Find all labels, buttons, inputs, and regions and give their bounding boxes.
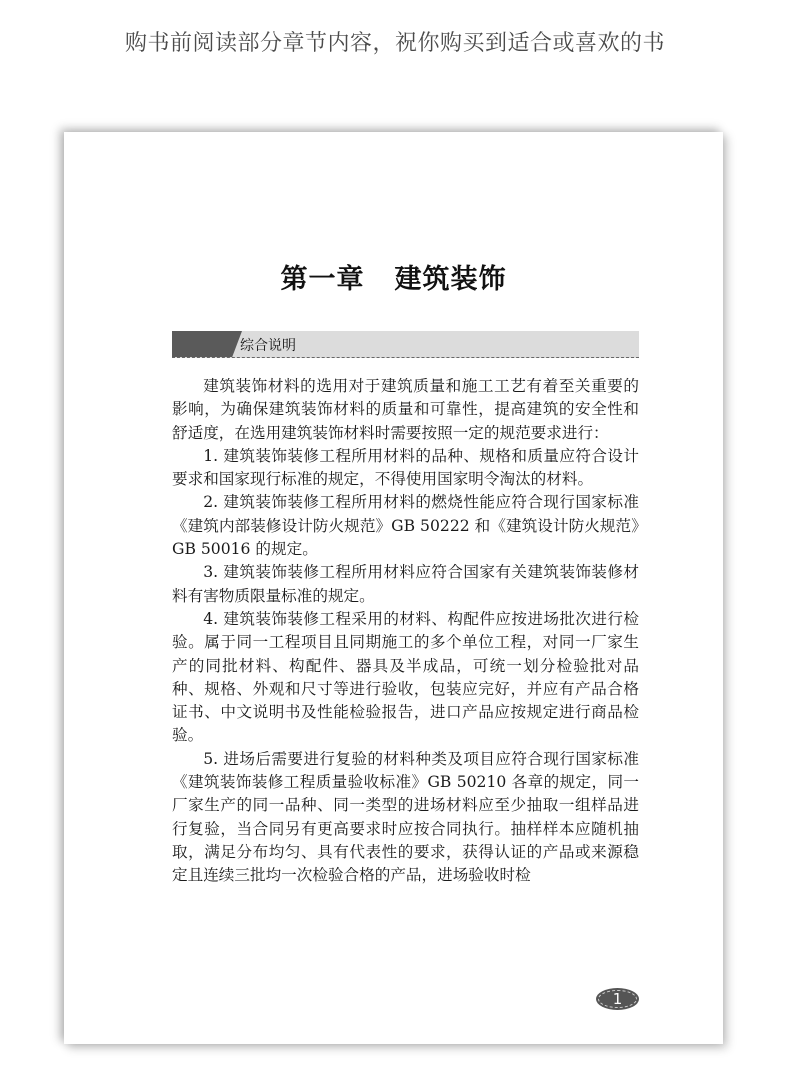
chapter-title <box>64 257 723 296</box>
book-page <box>64 132 723 1044</box>
paragraph-item-3: 3. 建筑装饰装修工程所用材料应符合国家有关建筑装饰装修材料有害物质限量标准的规定。 <box>172 563 639 605</box>
page-number: 1 <box>612 990 623 1008</box>
paragraph-item-5: 5. 进场后需要进行复验的材料种类及项目应符合现行国家标准《建筑装饰装修工程质量验收标准》GB 50210 各章的规定，同一厂家生产的同一品种、同一类型的进场材料应至少抽取一组样品进行复验，当合同另有更高要求时应按合同执行。抽样样本应随机抽取，满足分布均匀、具有代表性的要求，获得认证的产品或来源稳定且连续三批均一次检验合格的产品，进场验收时检 <box>172 749 639 885</box>
section-header-tab <box>172 331 242 357</box>
paragraph-item-4: 4. 建筑装饰装修工程采用的材料、构配件应按进场批次进行检验。属于同一工程项目且同期施工的多个单位工程，对同一厂家生产的同批材料、构配件、器具及半成品，可统一划分检验批对品种、规格、外观和尺寸等进行验收，包装应完好，并应有产品合格证书、中文说明书及性能检验报告，进口产品应按规定进行商品检验。 <box>172 609 639 745</box>
page-number-badge <box>596 988 639 1010</box>
chapter-number: 第一章 <box>280 264 365 295</box>
chapter-name: 建筑装饰 <box>394 264 507 295</box>
section-label: 综合说明 <box>240 338 296 354</box>
preview-banner: 购书前阅读部分章节内容，祝你购买到适合或喜欢的书 <box>124 31 665 56</box>
body-text <box>172 375 639 888</box>
paragraph-item-2: 2. 建筑装饰装修工程所用材料的燃烧性能应符合现行国家标准《建筑内部装修设计防火规范》GB 50222 和《建筑设计防火规范》GB 50016 的规定。 <box>172 493 639 559</box>
section-header <box>172 331 639 358</box>
paragraph-item-1: 1. 建筑装饰装修工程所用材料的品种、规格和质量应符合设计要求和国家现行标准的规定，不得使用国家明令淘汰的材料。 <box>172 446 639 489</box>
paragraph-intro: 建筑装饰材料的选用对于建筑质量和施工工艺有着至关重要的影响，为确保建筑装饰材料的质量和可靠性，提高建筑的安全性和舒适度，在选用建筑装饰材料时需要按照一定的规范要求进行： <box>172 377 639 442</box>
